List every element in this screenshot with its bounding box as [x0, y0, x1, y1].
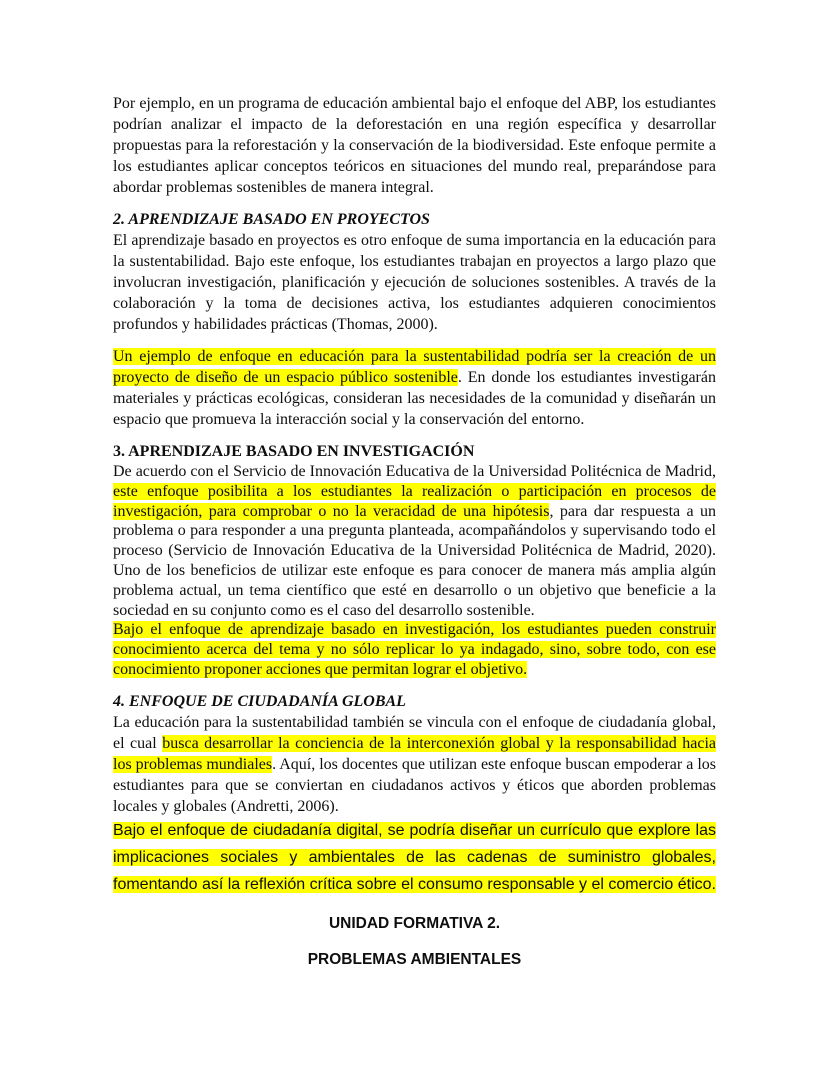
paragraph-project-based	[113, 230, 716, 335]
text-run: UNIDAD FORMATIVA 2.	[328, 914, 501, 932]
section-heading-4	[113, 691, 716, 712]
paragraph-inquiry-based	[113, 462, 716, 620]
text-run: 3. APRENDIZAJE BASADO EN INVESTIGACIÓN	[113, 443, 475, 460]
text-run: . En donde los estudiantes investigarán materiales y prácticas ecológicas, consideran las necesidades de la comunidad y diseñarán un espacio que promueva la interacción social y la conservación del entorno.	[113, 369, 716, 428]
paragraph-inquiry-highlighted-note	[113, 620, 716, 679]
text-run: 2. APRENDIZAJE BASADO EN PROYECTOS	[113, 211, 430, 228]
highlighted-text-run: este enfoque posibilita a los estudiantes la realización o participación en procesos de investigación, para comprobar o no la veracidad de una hipótesis	[113, 482, 716, 520]
highlighted-text-run: Bajo el enfoque de aprendizaje basado en investigación, los estudiantes pueden construir conocimiento acerca del tema y no sólo replicar lo ya indagado, sino, sobre todo, con ese conocimiento proponer acciones que permitan lograr el objetivo.	[113, 621, 716, 678]
unit-heading-title	[113, 913, 716, 934]
paragraph-global-citizenship	[113, 712, 716, 817]
text-run: El aprendizaje basado en proyectos es otro enfoque de suma importancia en la educación para la sustentabilidad. Bajo este enfoque, los estudiantes trabajan en proyectos a largo plazo que involucran investigación, planificación y ejecución de soluciones sostenibles. A través de la colaboración y la toma de decisiones activa, los estudiantes adquieren conocimientos profundos y habilidades prácticas (Thomas, 2000).	[113, 232, 716, 333]
text-run: 4. ENFOQUE DE CIUDADANÍA GLOBAL	[113, 692, 406, 710]
text-run: PROBLEMAS AMBIENTALES	[307, 950, 522, 968]
document-body	[113, 93, 716, 970]
highlighted-text-run: busca desarrollar la conciencia de la interconexión global y la responsabilidad hacia los problemas mundiales	[113, 734, 717, 773]
highlighted-text-run: Un ejemplo de enfoque en educación para la sustentabilidad podría ser la creación de un proyecto de diseño de un espacio público sostenible	[113, 348, 716, 386]
paragraph-abp-example	[113, 93, 716, 198]
text-run: . Aquí, los docentes que utilizan este enfoque buscan empoderar a los estudiantes para que se conviertan en ciudadanos activos y éticos que aborden problemas locales y globales (Andretti, 2006).	[113, 755, 716, 815]
text-run: , para dar respuesta a un problema o para responder a una pregunta planteada, acompañándolos y supervisando todo el proceso (Servicio de Innovación Educativa de la Universidad Politécnica de Madrid, 2020). Uno de los beneficios de utilizar este enfoque es para conocer de manera más amplia algún problema actual, un tema científico que esté en desarrollo o un objetivo que beneficie a la sociedad en su conjunto como es el caso del desarrollo sostenible.	[113, 502, 717, 619]
paragraph-digital-citizenship-note	[113, 817, 716, 898]
section-heading-3	[113, 441, 716, 462]
unit-heading-subtitle	[113, 949, 716, 970]
section-heading-2	[113, 209, 716, 230]
text-run: De acuerdo con el Servicio de Innovación Educativa de la Universidad Politécnica de Madrid,	[113, 463, 716, 480]
text-run: La educación para la sustentabilidad también se vincula con el enfoque de ciudadanía global, el cual	[113, 713, 716, 752]
highlighted-text-run: Bajo el enfoque de ciudadanía digital, se podría diseñar un currículo que explore las implicaciones sociales y ambientales de las cadenas de suministro globales, fomentando así la reflexión crítica sobre el consumo responsable y el comercio ético.	[113, 821, 716, 893]
paragraph-public-space-example	[113, 346, 716, 430]
text-run: Por ejemplo, en un programa de educación ambiental bajo el enfoque del ABP, los estudiantes podrían analizar el impacto de la deforestación en una región específica y desarrollar propuestas para la reforestación y la conservación de la biodiversidad. Este enfoque permite a los estudiantes aplicar conceptos teóricos en situaciones del mundo real, preparándose para abordar problemas sostenibles de manera integral.	[113, 95, 716, 196]
